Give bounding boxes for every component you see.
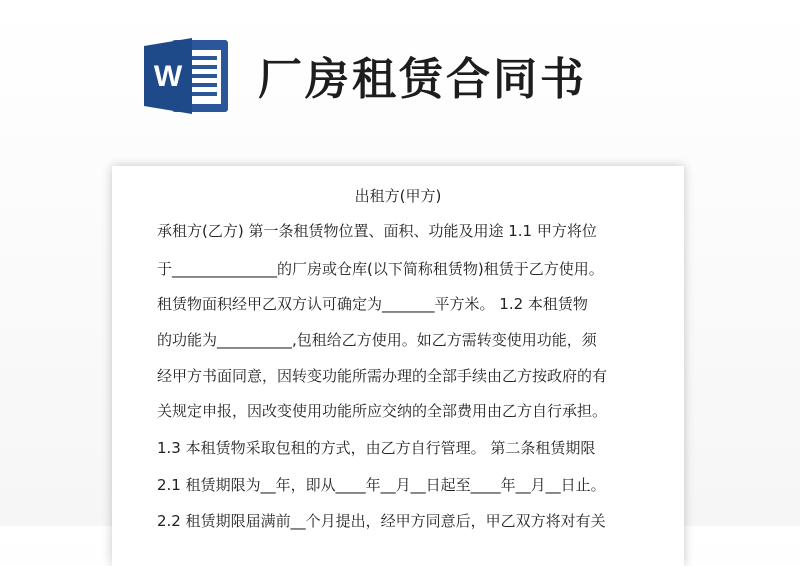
document-line: 关规定申报，因改变使用功能所应交纳的全部费用由乙方自行承担。	[157, 402, 608, 420]
header	[0, 0, 800, 150]
document-line: 经甲方书面同意，因转变功能所需办理的全部手续由乙方按政府的有	[157, 367, 608, 385]
document-line: 2.1 租赁期限为__年，即从____年__月__日起至____年__月__日止。	[157, 476, 606, 494]
document-line: 承租方(乙方) 第一条租赁物位置、面积、功能及用途 1.1 甲方将位	[157, 222, 597, 240]
document-page	[112, 166, 684, 566]
page-title: 厂房租赁合同书	[258, 54, 587, 105]
document-line: 于______________的厂房或仓库(以下简称租赁物)租赁于乙方使用。	[157, 260, 604, 278]
document-line: 2.2 租赁期限届满前__个月提出，经甲方同意后，甲乙双方将对有关	[157, 512, 606, 530]
document-heading: 出租方(甲方)	[354, 187, 442, 205]
word-icon	[142, 36, 232, 116]
document-line: 1.3 本租赁物采取包租的方式，由乙方自行管理。 第二条租赁期限	[157, 439, 596, 457]
document-line: 租赁物面积经甲乙双方认可确定为_______平方米。 1.2 本租赁物	[157, 295, 588, 313]
document-line: 的功能为__________,包租给乙方使用。如乙方需转变使用功能，须	[157, 331, 597, 349]
word-icon-letter: W	[153, 60, 183, 93]
